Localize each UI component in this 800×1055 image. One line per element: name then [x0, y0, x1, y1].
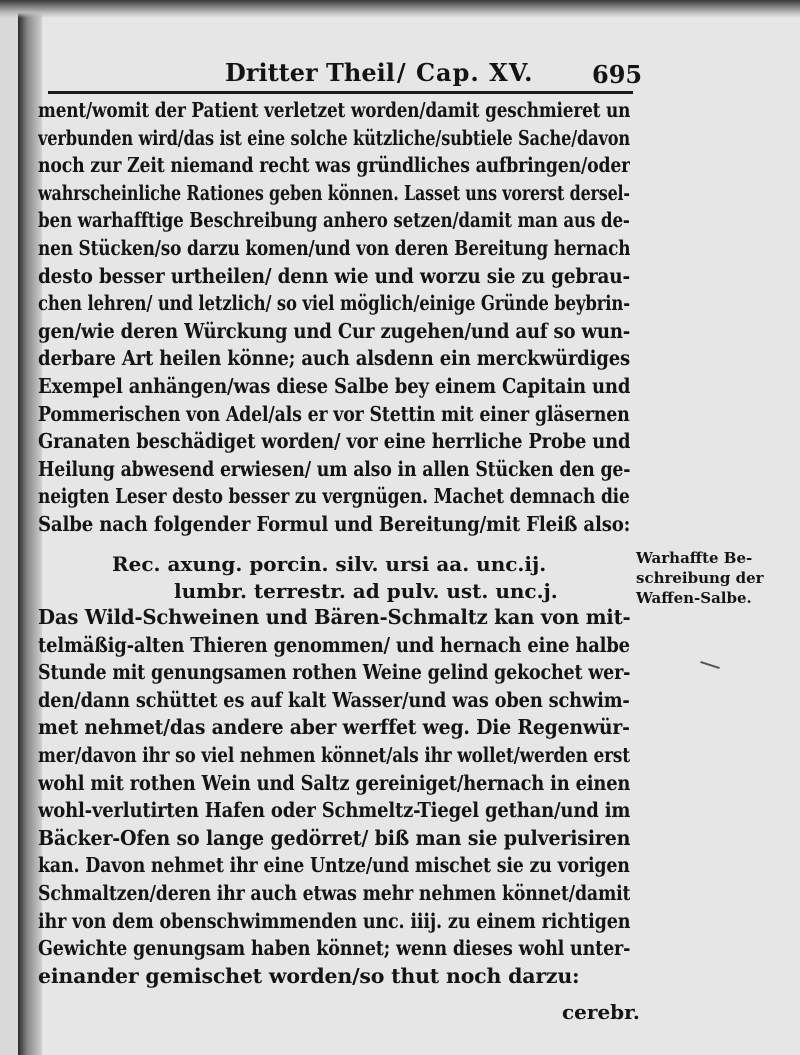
- text-line: mer/davon ihr so viel nehmen könnet/als ihr wollet/werden erst: [38, 742, 630, 767]
- marginal-line: Waffen-Salbe.: [636, 589, 752, 607]
- text-line: neigten Leser desto besser zu vergnügen. Machet demnach die: [38, 484, 630, 509]
- text-line: wohl-verlutirten Hafen oder Schmeltz-Tiegel gethan/und im: [38, 798, 630, 823]
- recipe-block: [112, 551, 632, 605]
- text-line: chen lehren/ und letzlich/ so viel möglich/einige Gründe beybrin-: [38, 291, 630, 316]
- text-line: telmäßig-alten Thieren genommen/ und hernach eine halbe: [38, 632, 630, 657]
- page-number: 695: [592, 60, 643, 89]
- text-line: Stunde mit genungsamen rothen Weine gelind gekochet wer-: [38, 660, 630, 685]
- marginal-line: schreibung der: [636, 569, 764, 587]
- header-separator: /: [396, 58, 406, 87]
- text-line: Exempel anhängen/was diese Salbe bey einem Capitain und: [38, 373, 630, 398]
- text-line: ment/womit der Patient verletzet worden/damit geschmieret un: [38, 98, 630, 122]
- text-line: einander gemischet worden/so thut noch darzu:: [38, 963, 580, 988]
- text-line: ihr von dem obenschwimmenden unc. iiij. zu einem richtigen: [38, 908, 630, 933]
- text-line: Gewichte genungsam haben könnet; wenn dieses wohl unter-: [38, 936, 630, 961]
- text-line: wahrscheinliche Rationes geben können. Lasset uns vorerst dersel-: [38, 180, 630, 205]
- text-line: kan. Davon nehmet ihr eine Untze/und mischet sie zu vorigen: [38, 853, 630, 878]
- running-title: Dritter Theil: [225, 58, 395, 87]
- catchword: cerebr.: [562, 1000, 640, 1024]
- text-line: ben warhafftige Beschreibung anhero setzen/damit man aus de-: [38, 208, 630, 233]
- header-rule: [48, 91, 633, 94]
- recipe-line-1: Rec. axung. porcin. silv. ursi aa. unc.ij.: [112, 552, 547, 576]
- marginal-line: Warhaffte Be-: [636, 549, 753, 567]
- text-line: desto besser urtheilen/ denn wie und worzu sie zu gebrau-: [38, 263, 630, 288]
- body-text-bottom: [38, 604, 630, 990]
- text-line: derbare Art heilen könne; auch alsdenn ein merckwürdiges: [38, 346, 630, 371]
- chapter-label: Cap. XV.: [415, 58, 534, 87]
- text-line: Granaten beschädiget worden/ vor eine herrliche Probe und: [38, 429, 630, 454]
- text-line: Das Wild-Schweinen und Bären-Schmaltz kan von mit-: [38, 605, 630, 629]
- running-header: [225, 58, 645, 88]
- text-line: den/dann schüttet es auf kalt Wasser/und was oben schwim-: [38, 687, 630, 712]
- text-line: Salbe nach folgender Formul und Bereitung/mit Fleiß also:: [38, 511, 630, 536]
- text-line: noch zur Zeit niemand recht was gründliches aufbringen/oder: [38, 153, 630, 178]
- page-top-edge: [0, 0, 800, 18]
- marginal-note: [636, 548, 776, 608]
- text-line: Bäcker-Ofen so lange gedörret/ biß man sie pulverisiren: [38, 825, 630, 850]
- text-line: wohl mit rothen Wein und Saltz gereiniget/hernach in einen: [38, 770, 630, 795]
- text-line: nen Stücken/so darzu komen/und von deren Bereitung hernach: [38, 235, 630, 260]
- text-line: Heilung abwesend erwiesen/ um also in allen Stücken den ge-: [38, 456, 630, 481]
- text-line: Pommerischen von Adel/als er vor Stettin mit einer gläsernen: [38, 401, 630, 426]
- text-line: gen/wie deren Würckung und Cur zugehen/und auf so wun-: [38, 318, 630, 343]
- recipe-line-2: lumbr. terrestr. ad pulv. ust. unc.j.: [174, 579, 558, 603]
- text-line: verbunden wird/das ist eine solche kützliche/subtiele Sache/davon: [38, 125, 630, 150]
- body-text-top: [38, 97, 630, 539]
- text-line: met nehmet/das andere aber werffet weg. Die Regenwür-: [38, 715, 630, 740]
- text-line: Schmaltzen/deren ihr auch etwas mehr nehmen könnet/damit: [38, 880, 630, 905]
